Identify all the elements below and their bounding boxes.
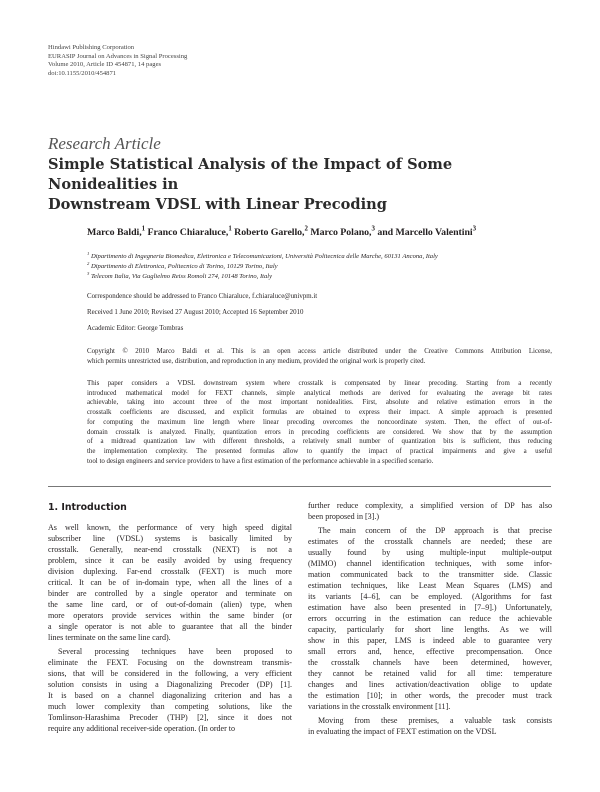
abstract-line: tool to design engineers and service providers to have a first estimation of the performance achievable in a specified scenario. (87, 457, 434, 465)
doi: doi:10.1155/2010/454871 (48, 69, 117, 77)
volume-info: Volume 2010, Article ID 454871, 14 pages (48, 61, 162, 69)
body-text-line: estimates of the crosstalk channels are needed; these are (308, 536, 552, 546)
body-text-line: a single operator is not able to guarantee that all the binder (48, 622, 292, 632)
author-affiliation-mark: 3 (472, 225, 477, 233)
dates: Received 1 June 2010; Revised 27 August 2010; Accepted 16 September 2010 (87, 309, 304, 316)
body-text-line: further reduce complexity, a simplified version of DP has also (308, 501, 552, 510)
affiliation: $^1$ Dipartimento di Ingegneria Biomedica, Elettronica e Telecomunicazioni, Università Politecnica delle Marche, 60131 Ancona, Italy (87, 250, 438, 260)
journal-name: EURASIP Journal on Advances in Signal Processing (48, 52, 188, 60)
body-text-line: lines terminate on the same line card). (48, 633, 171, 643)
body-text-line: small errors and, hence, effective precompensation. Once (308, 647, 552, 657)
copyright-line: Copyright © 2010 Marco Baldi et al. This is an open access article distributed under the Creative Commons Attribution License, (87, 348, 552, 355)
body-text-line: variations in the crosstalk environment [11]. (308, 702, 451, 712)
section-heading: 1. Introduction (48, 502, 127, 513)
author-list (87, 227, 567, 238)
body-text-line: subscriber line (VDSL) systems is basically limited by (48, 534, 292, 544)
body-text-line: they cannot be retained valid for all time: temperature (308, 669, 552, 679)
title-line: Simple Statistical Analysis of the Impact of Some Nonidealities in (48, 156, 453, 193)
body-text-line: division duplexing. Far-end crosstalk (FEXT) is much more (48, 567, 292, 577)
body-text-line: capacity, particularly for short line lengths. As we will (308, 625, 552, 635)
abstract-line: This paper considers a VDSL downstream system where crosstalk is compensated by linear precoding. Starting from a recently (87, 380, 552, 387)
body-text-line: crosstalk. Generally, near-end crosstalk (NEXT) is not a (48, 545, 292, 555)
body-text-line: the crosstalk channels have been determined, however, (308, 658, 552, 668)
body-text-line: much lower complexity than competing solutions, like the (48, 702, 292, 712)
body-text-line: Several processing techniques have been proposed to (58, 647, 292, 657)
body-text-line: its variants [4–6], can be employed. (Algorithms for fast (308, 591, 552, 601)
copyright-line: which permits unrestricted use, distribution, and reproduction in any medium, provided the original work is properly cited. (87, 357, 426, 365)
body-text-line: mation communicated back to the transmitter side. Classic (308, 569, 552, 579)
paper-title (48, 155, 558, 215)
affiliation-mark: 1 (87, 250, 90, 256)
left-column (48, 522, 292, 734)
journal-header (48, 44, 187, 78)
affiliation-mark: 2 (87, 260, 90, 266)
body-text-line: been proposed in [3].) (308, 512, 380, 522)
academic-editor: Academic Editor: George Tombras (87, 325, 184, 332)
body-text-line: require any additional receiver-side operation. (In order to (48, 724, 236, 734)
copyright-notice (87, 347, 552, 366)
affiliation: $^2$ Dipartimento di Elettronica, Politecnico di Torino, 10129 Torino, Italy (87, 260, 278, 270)
author-affiliation-mark: 1 (228, 225, 232, 233)
section-divider (48, 486, 551, 487)
author-affiliation-mark: 3 (371, 225, 375, 233)
author-name: and Marcello Valentini (377, 227, 473, 238)
body-text-line: estimation techniques, like Least Mean Squares (LMS) and (308, 580, 552, 590)
body-text-line: The main concern of the DP approach is that precise (318, 525, 552, 535)
abstract (87, 379, 552, 466)
author-affiliation-mark: 2 (304, 225, 308, 233)
body-text-line: binder are controlled by a single operator and terminate on (48, 589, 292, 599)
abstract-line: for computing the maximum line length where linear precoding overcomes the noncoordinate system. Then, the effect of out-of- (87, 418, 552, 426)
body-text-line: usually found by using multiple-input multiple-output (308, 547, 552, 557)
affiliation: $^3$ Telecom Italia, Via Guglielmo Reiss Romoli 274, 10148 Torino, Italy (87, 270, 273, 280)
body-text-line: eliminate the FEXT. Focusing on the downstream transmis- (48, 658, 292, 668)
author-name: Franco Chiaraluce, (147, 227, 229, 238)
body-text-line: estimation have also been presented in [7–9].) Unfortunately, (308, 602, 552, 612)
title-line: Downstream VDSL with Linear Precoding (48, 196, 387, 213)
abstract-line: of a midtread quantization law with different thresholds, a relatively small number of quantization bits is sufficient, thus reducing (87, 438, 552, 446)
abstract-line: domain crosstalk is analyzed. Finally, quantization errors in precoding coefficients are considered. We show that by the assumption (87, 428, 552, 436)
author-name: Roberto Garello, (234, 227, 305, 238)
body-text-line: more operators provide services within the same binder (or (48, 611, 292, 621)
body-text-line: As well known, the performance of very high speed digital (48, 523, 292, 532)
right-column (308, 500, 552, 737)
body-text-line: solution consists in using a Diagonalizing Precoder (DP) [1]. (48, 680, 292, 690)
body-text-line: the estimation [10]; in other words, the precoder must track (308, 691, 552, 701)
body-text-line: errors occurring in the estimation can reduce the achievable (308, 613, 552, 623)
author-name: Marco Baldi, (87, 227, 142, 238)
body-text-line: in evaluating the impact of FEXT estimation on the VDSL (308, 726, 497, 736)
body-text-line: problem, since it can be easily avoided by using frequency (48, 556, 292, 566)
body-text-line: changes and lines activation/deactivation oblige to update (308, 680, 552, 690)
body-text-line: (MIMO) channel identification techniques, with some infor- (308, 558, 552, 568)
body-text-line: show in this paper, LMS is indeed able to guarantee very (308, 636, 552, 646)
body-text-line: critical. It can be of in-domain type, when all the lines of a (48, 578, 292, 588)
abstract-line: the implementation complexity. The presented formulas allow to quantify the impact of practical impairments and give a useful (87, 447, 552, 455)
correspondence: Correspondence should be addressed to Franco Chiaraluce, f.chiaraluce@univpm.it (87, 293, 318, 300)
publisher: Hindawi Publishing Corporation (48, 44, 135, 51)
affiliation-mark: 3 (87, 270, 90, 276)
body-text-line: Tomlinson-Harashima Precoder (THP) [2], since it does not (48, 713, 292, 723)
abstract-line: crosstalk coefficients are discussed, and explicit formulas are obtained to express their impact. A simple approach is presented (87, 409, 552, 417)
author-name: Marco Polano, (310, 227, 372, 238)
body-text-line: Moving from these premises, a valuable task consists (318, 715, 552, 725)
abstract-line: achievable, taking into account three of the most important nonidealities. First, absolute and relative estimation errors in the (87, 399, 552, 407)
body-text-line: the same line card, or of out-of-domain (alien) type, when (48, 600, 292, 610)
body-text-line: sions, that will be considered in the following, a very efficient (48, 669, 292, 679)
affiliations (87, 252, 557, 281)
abstract-line: introduced mathematical model for FEXT channels, simple analytical methods are derived for evaluating the average bit rates (87, 389, 552, 397)
article-type: Research Article (48, 134, 161, 153)
body-text-line: It is based on a channel diagonalizing criterion and has a (48, 691, 292, 701)
author-affiliation-mark: 1 (141, 225, 146, 233)
